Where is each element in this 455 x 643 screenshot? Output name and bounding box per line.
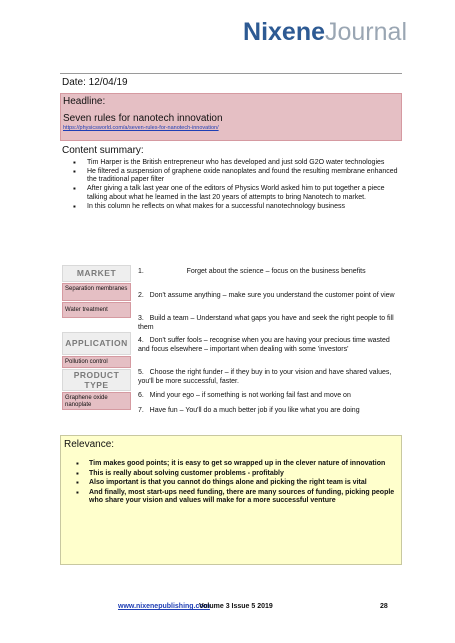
- product-type-item-graphene-oxide-nanoplate: Graphene oxide nanoplate: [62, 392, 131, 410]
- relevance-bullet: ▪ This is really about solving customer problems - profitably: [61, 470, 399, 479]
- summary-bullet: ▪ In this column he reflects on what makes for a successful nanotechnology business: [62, 203, 400, 212]
- headline-label: Headline:: [63, 96, 106, 107]
- classification-sidebar: [62, 265, 131, 410]
- market-item-separation-membranes: Separation membranes: [62, 283, 131, 301]
- issue-info: Volume 3 Issue 5 2019: [199, 603, 273, 610]
- application-item-pollution-control: Pollution control: [62, 356, 131, 368]
- publisher-link[interactable]: www.nixenepublishing.com: [118, 603, 210, 610]
- rule-item: 2. Don't assume anything – make sure you understand the customer point of view: [138, 292, 395, 299]
- application-heading: APPLICATION: [62, 332, 131, 355]
- logo-word-journal: Journal: [325, 18, 407, 46]
- headline-title: Seven rules for nanotech innovation: [63, 113, 223, 124]
- logo-word-nixene: Nixene: [243, 18, 325, 46]
- date-line: Date: 12/04/19: [62, 77, 128, 88]
- summary-bullet: ▪ Tim Harper is the British entrepreneur who has developed and just sold G2O water technologies: [62, 159, 400, 168]
- relevance-label: Relevance:: [64, 439, 115, 450]
- page-number: 28: [380, 603, 388, 610]
- relevance-bullet: ▪ And finally, most start-ups need funding, there are many sources of funding, picking people who share your vision and values will make for a more successful venture: [61, 489, 399, 506]
- content-summary-label: Content summary:: [62, 145, 144, 156]
- journal-logo: [243, 20, 407, 45]
- rule-item: 6. Mind your ego – if something is not working fail fast and move on: [138, 392, 351, 399]
- relevance-bullet: ▪ Tim makes good points; it is easy to get so wrapped up in the clever nature of innovation: [61, 460, 399, 469]
- summary-bullet: ▪ He filtered a suspension of graphene oxide nanoplates and found the resulting membrane enhanced the traditional paper filter: [62, 168, 400, 185]
- top-divider: [60, 73, 402, 74]
- rule-item: 5. Choose the right funder – if they buy in to your vision and have shared values, you'll be more successful, faster.: [138, 369, 392, 385]
- rule-item: 1. Forget about the science – focus on the business benefits: [138, 268, 366, 275]
- summary-bullet: ▪ After giving a talk last year one of the editors of Physics World asked him to put together a piece talking about what he learned in the last 20 years of attempts to bring Nanotech to market.: [62, 185, 400, 202]
- content-summary: [62, 159, 400, 212]
- product-type-heading: PRODUCT TYPE: [62, 369, 131, 391]
- source-link[interactable]: https://physicsworld.com/a/seven-rules-for-nanotech-innovation/: [63, 125, 219, 131]
- headline-box: [60, 93, 402, 141]
- rule-item: 7. Have fun – You'll do a much better job if you like what you are doing: [138, 407, 360, 414]
- rule-item: 4. Don't suffer fools – recognise when you are having your precious time wasted and focus elsewhere – important when dealing with some 'investors': [138, 337, 390, 353]
- market-item-water-treatment: Water treatment: [62, 302, 131, 318]
- relevance-bullet: ▪ Also important is that you cannot do things alone and picking the right team is vital: [61, 479, 399, 488]
- rule-item: 3. Build a team – Understand what gaps you have and seek the right people to fill them: [138, 315, 394, 331]
- market-heading: MARKET: [62, 265, 131, 282]
- relevance-box: [60, 435, 402, 565]
